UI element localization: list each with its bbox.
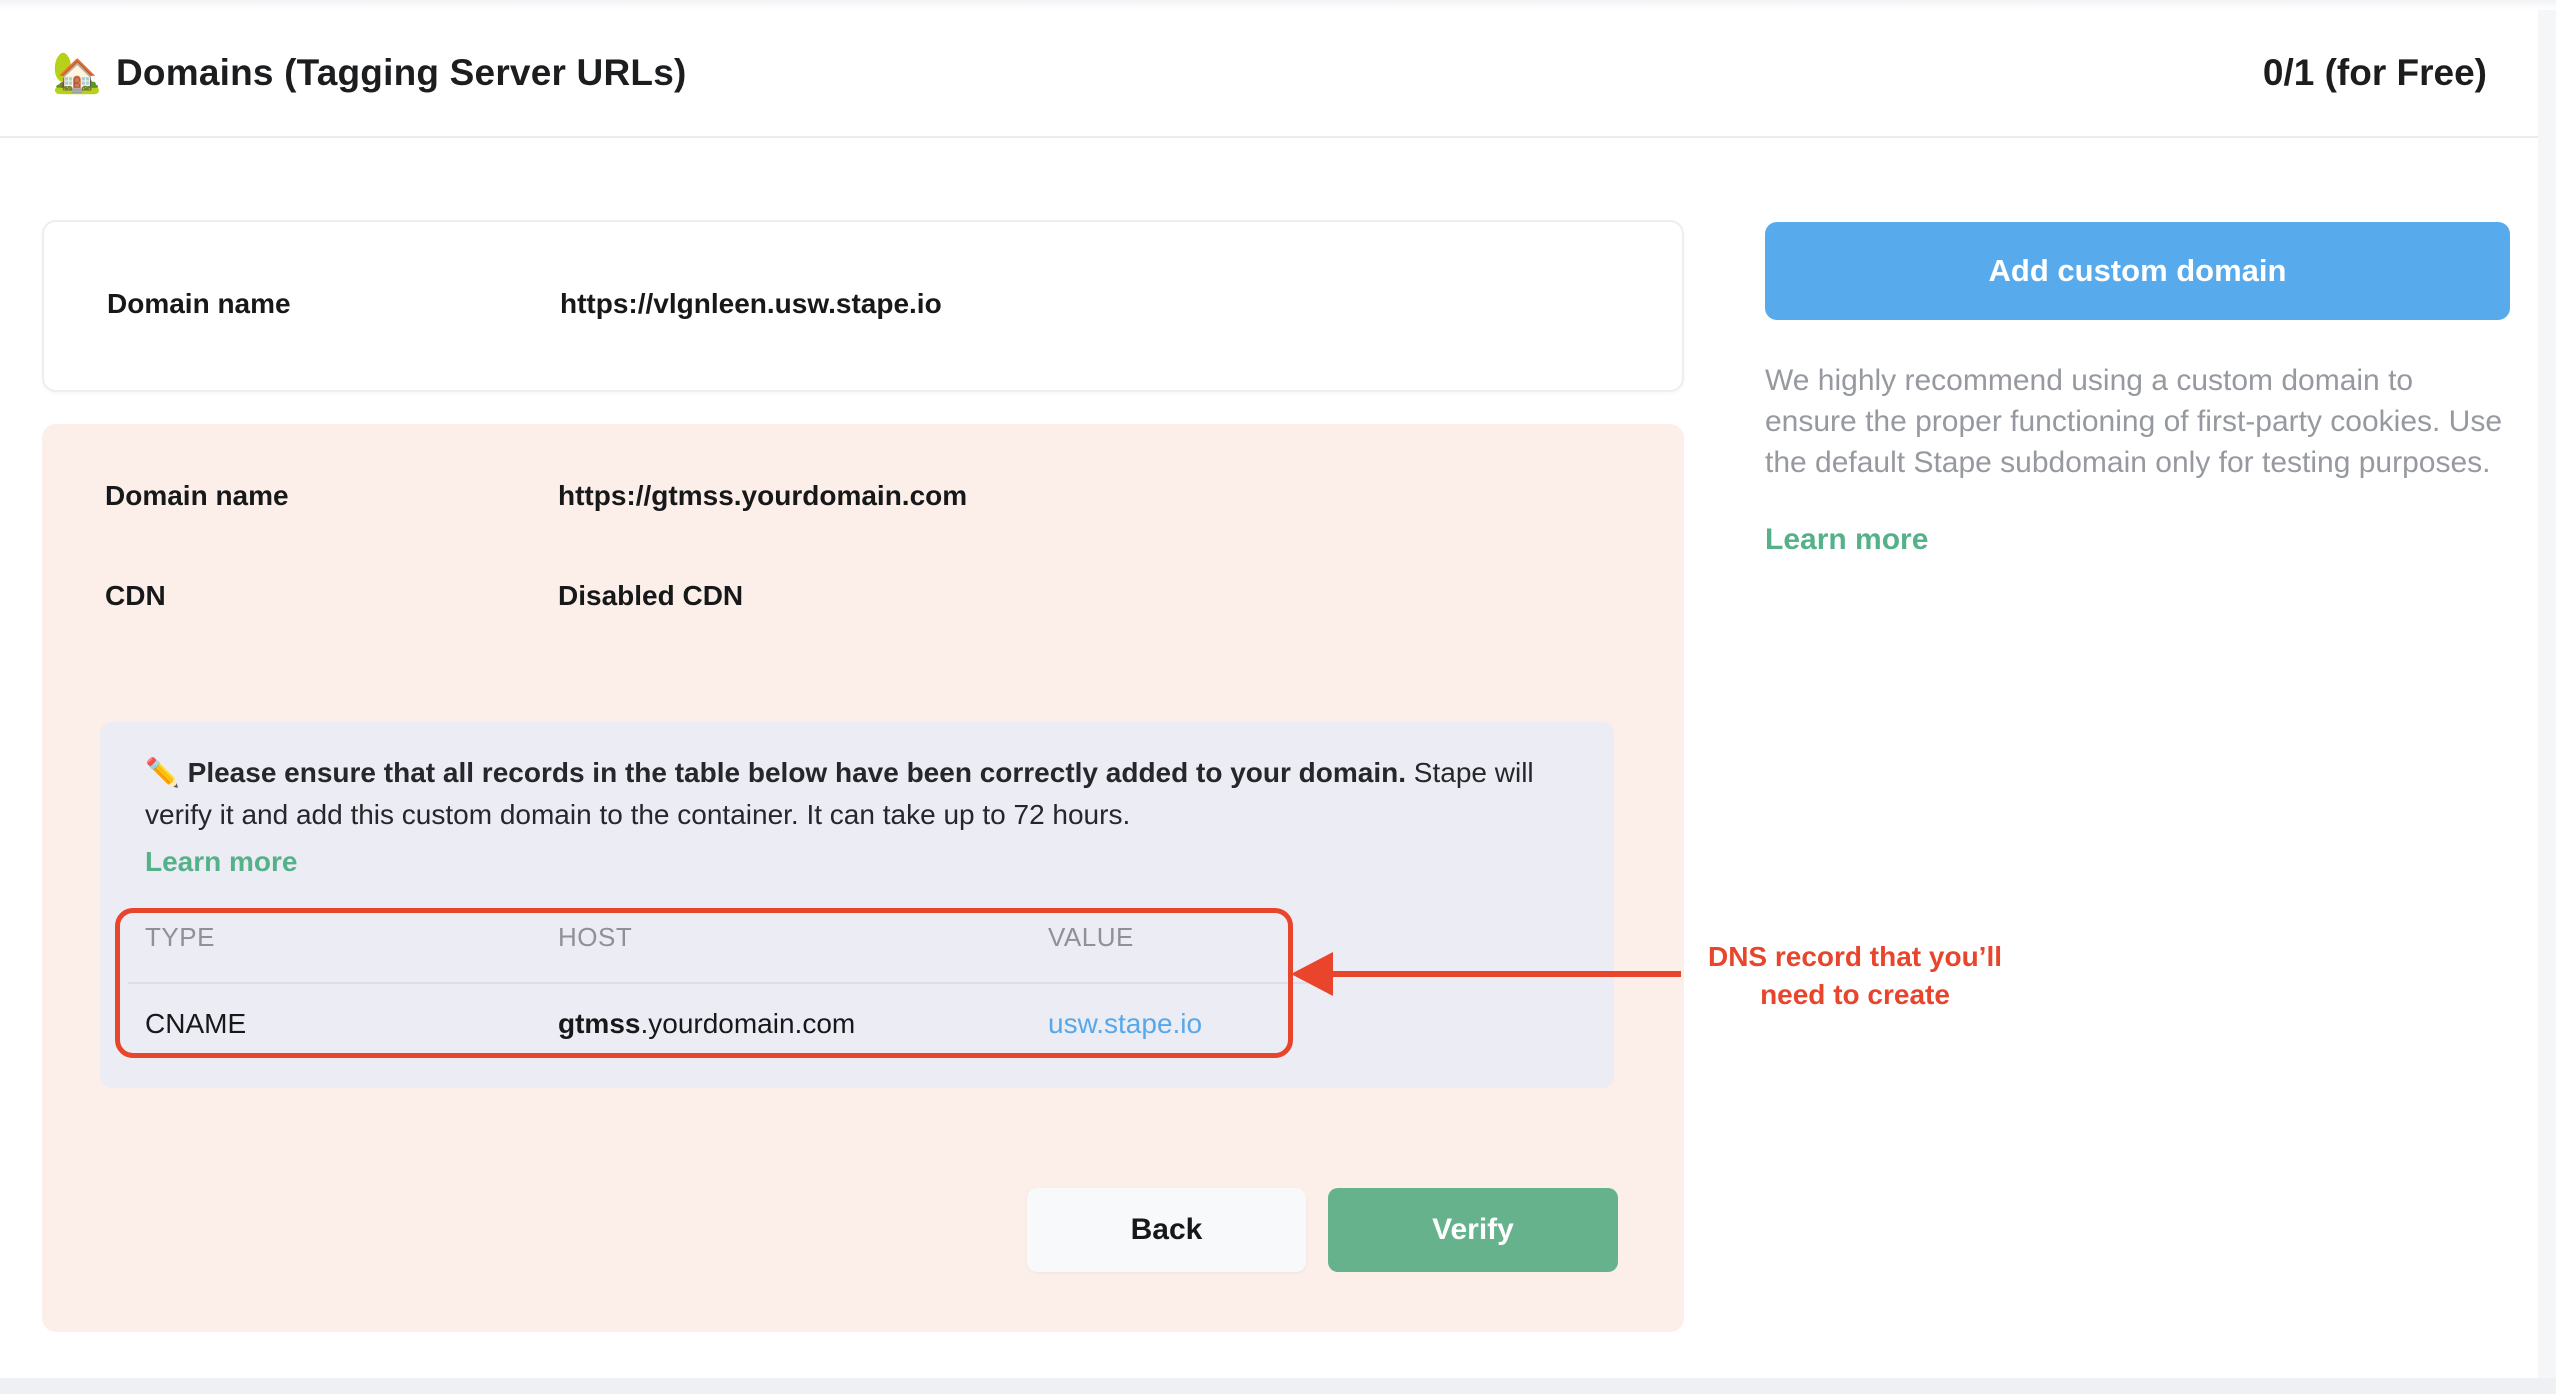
scrollbar-gutter (2538, 10, 2556, 1394)
back-button[interactable]: Back (1027, 1188, 1306, 1272)
dns-header-value: VALUE (1048, 922, 1134, 952)
cdn-row (105, 580, 743, 612)
annotation-caption (1688, 938, 2022, 1014)
dns-note-text (145, 752, 1590, 836)
dns-note-rest: Stape will verify it and add this custom domain to the container. It can take up to 72 hours. (145, 757, 1534, 830)
verify-button[interactable]: Verify (1328, 1188, 1618, 1272)
custom-domain-card (42, 424, 1684, 1332)
dns-record-host-domain: .yourdomain.com (640, 1008, 856, 1039)
add-custom-domain-button[interactable]: Add custom domain (1765, 222, 2510, 320)
top-fade (0, 0, 2556, 10)
dns-record-highlight-frame (115, 908, 1293, 1058)
cdn-value: Disabled CDN (558, 580, 744, 611)
sidebar (1765, 222, 2510, 557)
annotation-line-1: DNS record that you’ll (1707, 941, 2003, 972)
pencil-icon: ✏️ (145, 757, 180, 788)
home-icon: 🏡 (52, 51, 103, 95)
cdn-label: CDN (105, 580, 166, 611)
custom-domain-description: We highly recommend using a custom domain to ensure the proper functioning of first-party cookies. Use the default Stape subdomain only for testing purposes. (1765, 364, 2503, 479)
dns-note-bold: Please ensure that all records in the table below have been correctly added to your domain. (187, 757, 1407, 788)
custom-domain-row (105, 480, 967, 512)
dns-record-value-link[interactable]: usw.stape.io (1048, 1008, 1203, 1039)
default-domain-card (42, 220, 1684, 392)
domain-name-value: https://vlgnleen.usw.stape.io (560, 288, 942, 319)
custom-domain-value: https://gtmss.yourdomain.com (558, 480, 968, 511)
domains-quota: 0/1 (for Free) (2262, 52, 2487, 93)
dns-header-host: HOST (558, 922, 633, 952)
page-title-text: Domains (Tagging Server URLs) (116, 52, 687, 93)
annotation-arrow-head (1291, 952, 1333, 996)
dns-record-type: CNAME (145, 1008, 247, 1039)
annotation-arrow-line (1333, 971, 1681, 977)
sidebar-learn-more-link[interactable]: Learn more (1765, 523, 1929, 556)
footer-band (0, 1378, 2556, 1394)
dns-header-type: TYPE (145, 922, 215, 952)
dns-learn-more-link[interactable]: Learn more (145, 846, 298, 877)
dns-record-host-sub: gtmss (558, 1008, 641, 1039)
page-header (0, 10, 2538, 138)
annotation-line-2: need to create (1760, 979, 1950, 1010)
custom-domain-label: Domain name (105, 480, 289, 511)
page-title (52, 52, 687, 94)
domain-name-label: Domain name (107, 288, 291, 319)
domain-name-row (107, 288, 942, 320)
